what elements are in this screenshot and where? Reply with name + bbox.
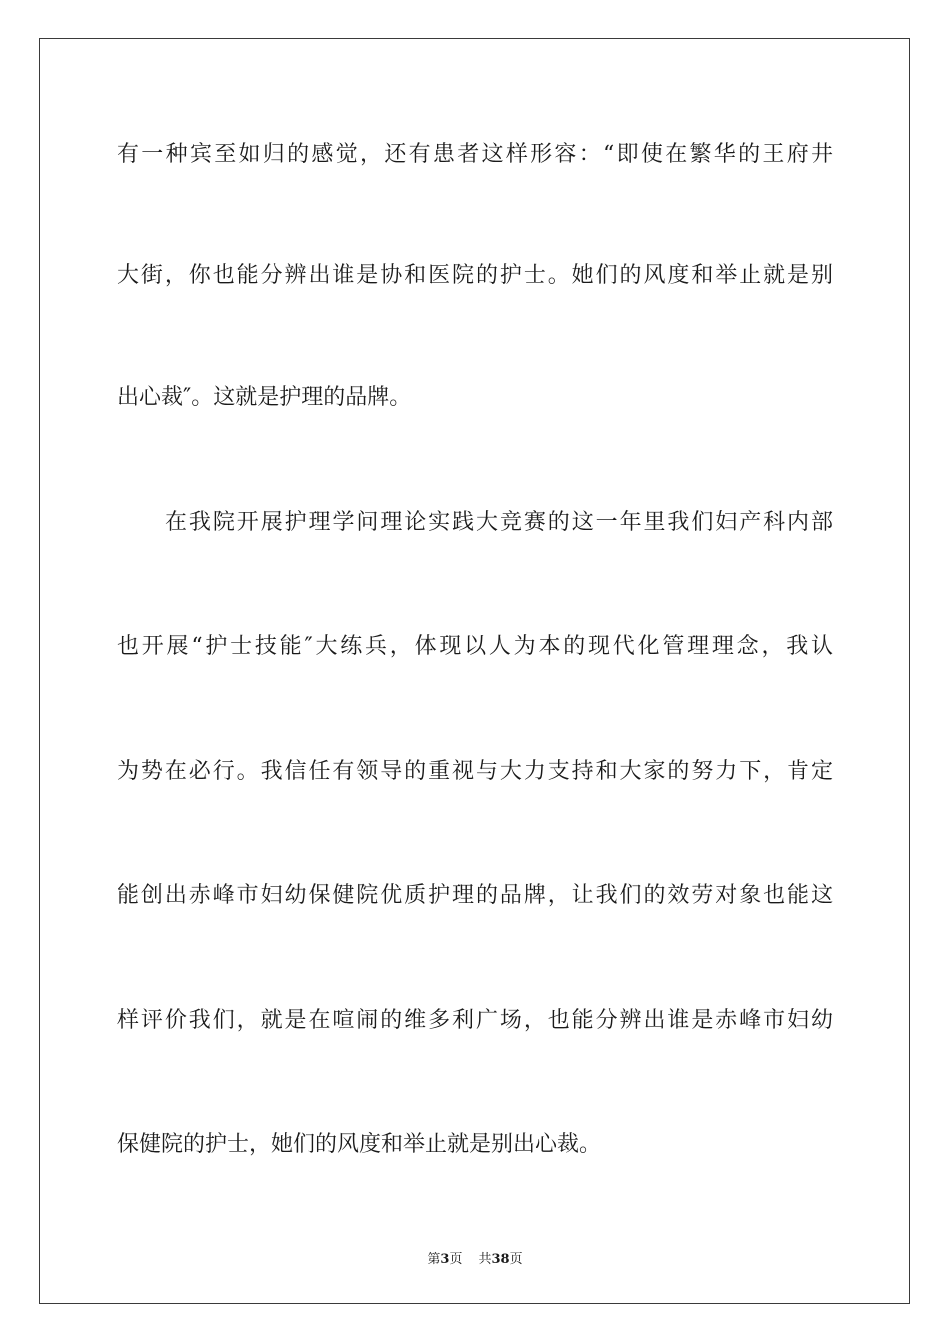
page-prefix: 第 xyxy=(427,1252,441,1267)
body-text-line: 样评价我们，就是在喧闹的维多利广场，也能分辨出谁是赤峰市妇幼 xyxy=(117,1008,833,1033)
page-number: 3 xyxy=(440,1252,450,1267)
body-text-line: 为势在必行。我信任有领导的重视与大力支持和大家的努力下，肯定 xyxy=(117,759,833,784)
body-text-line: 大街，你也能分辨出谁是协和医院的护士。她们的风度和举止就是别 xyxy=(117,263,833,288)
page-footer xyxy=(0,1248,950,1267)
total-suffix: 页 xyxy=(509,1252,523,1267)
body-text-line: 保健院的护士，她们的风度和举止就是别出心裁。 xyxy=(117,1132,602,1157)
page-border xyxy=(39,38,910,1304)
total-pages: 38 xyxy=(491,1252,510,1267)
body-text-line: 能创出赤峰市妇幼保健院优质护理的品牌，让我们的效劳对象也能这 xyxy=(117,883,833,908)
body-text-line: 也开展“护士技能″大练兵，体现以人为本的现代化管理理念，我认 xyxy=(117,634,833,659)
body-text-line: 有一种宾至如归的感觉，还有患者这样形容：“即使在繁华的王府井 xyxy=(117,142,833,167)
page-suffix: 页 xyxy=(449,1252,463,1267)
total-prefix: 共 xyxy=(478,1252,492,1267)
body-text-line: 出心裁″。这就是护理的品牌。 xyxy=(117,385,412,410)
body-text-line: 在我院开展护理学问理论实践大竞赛的这一年里我们妇产科内部 xyxy=(165,510,833,535)
